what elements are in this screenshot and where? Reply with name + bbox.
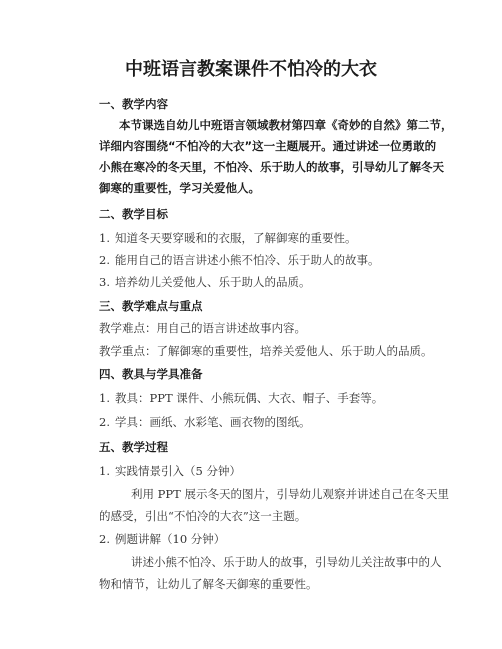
- item-number: 2.: [99, 415, 110, 429]
- item-number: 3.: [99, 275, 110, 289]
- item-text: 实践情景引入（5 分钟）: [115, 464, 241, 478]
- document-title: 中班语言教案课件不怕冷的大衣: [125, 59, 377, 80]
- item-text: 学具：画纸、水彩笔、画衣物的图纸。: [115, 415, 311, 429]
- content-paragraph-line: 详细内容围绕“不怕冷的大衣”这一主题展开。通过讲述一位勇敢的: [99, 139, 437, 153]
- item-number: 1.: [99, 464, 110, 478]
- process-paragraph-line: 讲述小熊不怕冷、乐于助人的故事，引导幼儿关注故事中的人: [131, 555, 442, 569]
- section-heading-content: 一、教学内容: [99, 97, 168, 111]
- focus-line: 教学重点：了解御寒的重要性，培养关爱他人、乐于助人的品质。: [99, 344, 433, 358]
- item-text: 培养幼儿关爱他人、乐于助人的品质。: [115, 275, 311, 289]
- objective-item: [99, 274, 311, 290]
- section-heading-key-points: 三、教学难点与重点: [99, 299, 203, 313]
- process-paragraph-line: 物和情节，让幼儿了解冬天御寒的重要性。: [99, 577, 318, 591]
- materials-item: [99, 390, 383, 406]
- process-step: [99, 463, 241, 479]
- item-text: 知道冬天要穿暖和的衣服，了解御寒的重要性。: [115, 231, 357, 245]
- process-step: [99, 531, 225, 547]
- content-paragraph-line: 小熊在寒冷的冬天里，不怕冷、乐于助人的故事，引导幼儿了解冬天: [99, 160, 444, 174]
- content-paragraph-line: 御寒的重要性，学习关爱他人。: [99, 181, 260, 195]
- process-paragraph-line: 利用 PPT 展示冬天的图片，引导幼儿观察并讲述自己在冬天里: [131, 487, 449, 501]
- item-number: 1.: [99, 391, 110, 405]
- process-paragraph-line: 的感受，引出“不怕冷的大衣”这一主题。: [99, 509, 307, 523]
- item-number: 2.: [99, 532, 110, 546]
- section-heading-materials: 四、教具与学具准备: [99, 367, 203, 381]
- materials-item: [99, 414, 311, 430]
- item-text: 教具：PPT 课件、小熊玩偶、大衣、帽子、手套等。: [115, 391, 384, 405]
- section-heading-process: 五、教学过程: [99, 440, 168, 454]
- difficulty-line: 教学难点：用自己的语言讲述故事内容。: [99, 321, 306, 335]
- item-text: 能用自己的语言讲述小熊不怕冷、乐于助人的故事。: [115, 253, 380, 267]
- objective-item: [99, 230, 357, 246]
- content-paragraph-line: 本节课选自幼儿中班语言领域教材第四章《奇妙的自然》第二节，: [119, 118, 453, 132]
- item-number: 2.: [99, 253, 110, 267]
- item-text: 例题讲解（10 分钟）: [115, 532, 226, 546]
- section-heading-objectives: 二、教学目标: [99, 207, 168, 221]
- objective-item: [99, 252, 380, 268]
- item-number: 1.: [99, 231, 110, 245]
